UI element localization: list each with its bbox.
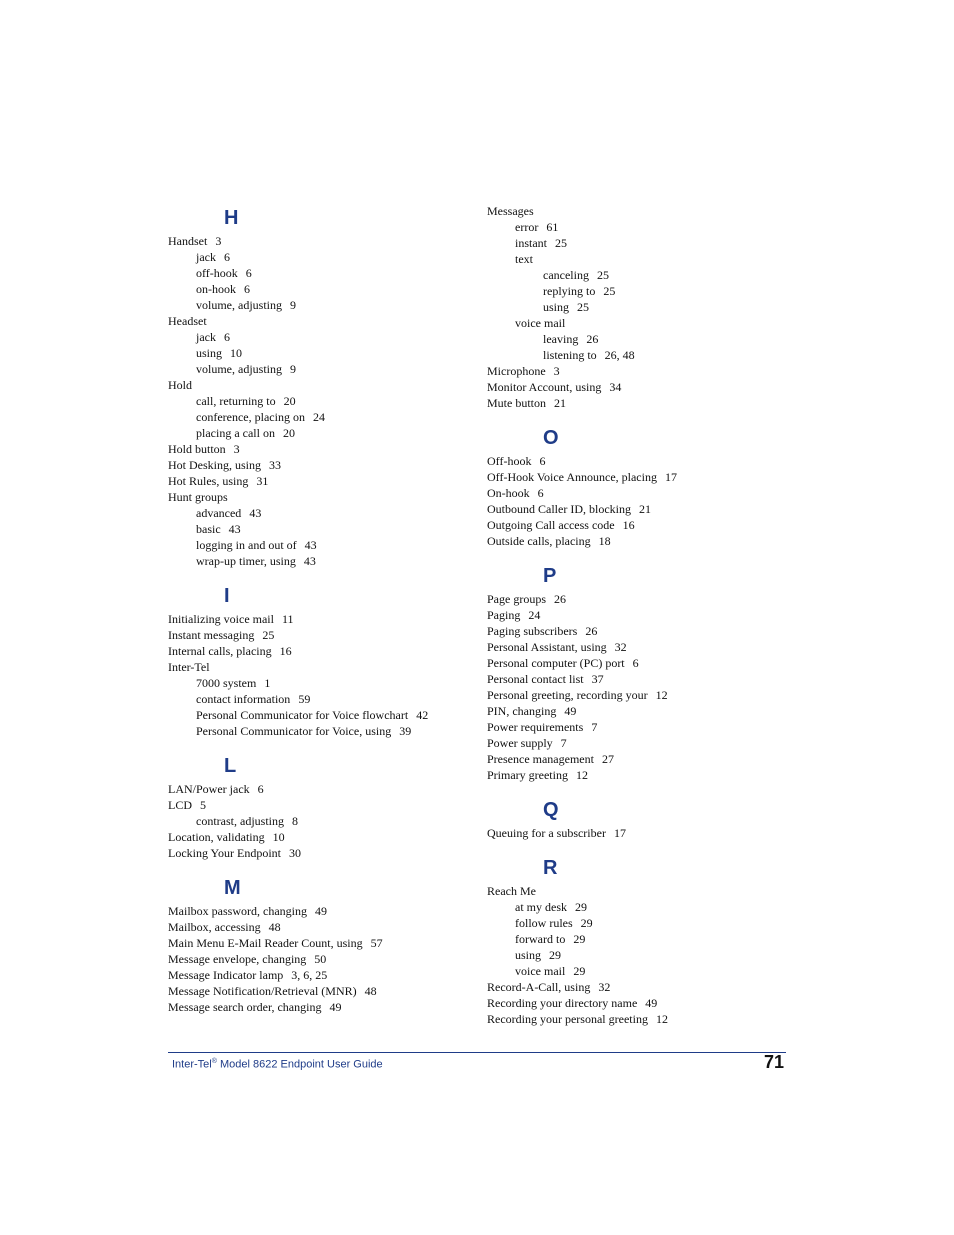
index-entry — [487, 235, 787, 251]
section-gap — [487, 411, 787, 423]
entry-term: call, returning to — [196, 394, 276, 408]
index-entry — [487, 591, 787, 607]
index-entry — [487, 347, 787, 363]
index-entry — [487, 767, 787, 783]
entry-page-ref: 42 — [416, 708, 429, 722]
footer-guide-title: Model 8622 Endpoint User Guide — [216, 1058, 383, 1071]
entry-term: Inter-Tel — [168, 660, 210, 674]
entry-term: forward to — [515, 932, 566, 946]
entry-page-ref: 49 — [314, 904, 327, 918]
entry-page-ref: 12 — [575, 768, 588, 782]
section-gap — [168, 861, 468, 873]
entry-page-ref: 12 — [655, 688, 668, 702]
index-entry — [487, 267, 787, 283]
entry-page-ref: 3, 6, 25 — [291, 968, 328, 982]
index-entry — [168, 951, 468, 967]
entry-page-ref: 5 — [200, 798, 206, 812]
index-entry — [487, 899, 787, 915]
index-entry — [168, 659, 468, 675]
entry-page-ref: 50 — [314, 952, 327, 966]
entry-term: Headset — [168, 314, 207, 328]
entry-page-ref: 34 — [609, 380, 622, 394]
index-entry — [168, 935, 468, 951]
entry-page-ref: 20 — [283, 394, 296, 408]
entry-page-ref: 26 — [585, 624, 598, 638]
entry-term: Instant messaging — [168, 628, 255, 642]
index-entry — [168, 611, 468, 627]
entry-page-ref: 26, 48 — [604, 348, 635, 362]
index-entry — [168, 425, 468, 441]
section-letter: L — [224, 755, 237, 777]
section-letter: M — [224, 877, 241, 899]
entry-term: off-hook — [196, 266, 238, 280]
entry-page-ref: 9 — [290, 298, 296, 312]
entry-term: replying to — [543, 284, 596, 298]
index-entry — [487, 315, 787, 331]
entry-term: 7000 system — [196, 676, 257, 690]
entry-term: Hold — [168, 378, 192, 392]
index-entry — [487, 915, 787, 931]
entry-page-ref: 29 — [580, 916, 593, 930]
index-entry — [168, 489, 468, 505]
entry-term: leaving — [543, 332, 579, 346]
index-entry — [487, 703, 787, 719]
index-section — [168, 739, 468, 861]
entry-page-ref: 9 — [290, 362, 296, 376]
index-entry — [487, 639, 787, 655]
entry-page-ref: 3 — [215, 234, 222, 248]
entry-term: Page groups — [487, 592, 546, 606]
index-entry — [487, 453, 787, 469]
footer-brand: Inter-Tel — [172, 1058, 212, 1071]
entry-page-ref: 48 — [364, 984, 377, 998]
index-entry — [168, 919, 468, 935]
index-entry — [487, 623, 787, 639]
index-entry — [487, 533, 787, 549]
index-entry — [168, 723, 468, 739]
entry-term: contact information — [196, 692, 291, 706]
entry-term: Record-A-Call, using — [487, 980, 591, 994]
entry-term: Hold button — [168, 442, 226, 456]
index-entry — [168, 643, 468, 659]
entry-term: volume, adjusting — [196, 362, 282, 376]
index-entry — [168, 473, 468, 489]
section-gap — [487, 549, 787, 561]
index-entry — [168, 521, 468, 537]
entry-term: Mailbox, accessing — [168, 920, 261, 934]
entry-term: wrap-up timer, using — [196, 554, 296, 568]
index-entry — [168, 999, 468, 1015]
entry-term: Message search order, changing — [168, 1000, 322, 1014]
entry-page-ref: 16 — [622, 518, 635, 532]
index-entry — [487, 655, 787, 671]
index-entry — [168, 329, 468, 345]
index-entry — [168, 393, 468, 409]
index-entry — [168, 377, 468, 393]
entry-page-ref: 16 — [279, 644, 292, 658]
index-section — [487, 783, 787, 841]
entry-page-ref: 26 — [586, 332, 599, 346]
section-letter: I — [224, 585, 230, 607]
entry-page-ref: 30 — [289, 846, 302, 860]
entry-term: Location, validating — [168, 830, 265, 844]
index-entry — [487, 469, 787, 485]
entry-term: text — [515, 252, 533, 266]
index-entry — [168, 553, 468, 569]
entry-page-ref: 32 — [598, 980, 611, 994]
entry-term: LAN/Power jack — [168, 782, 250, 796]
entry-term: Off-hook — [487, 454, 532, 468]
index-entry — [487, 363, 787, 379]
entry-page-ref: 27 — [601, 752, 614, 766]
entry-page-ref: 57 — [370, 936, 383, 950]
entry-term: Main Menu E-Mail Reader Count, using — [168, 936, 363, 950]
entry-page-ref: 21 — [554, 396, 566, 410]
entry-term: conference, placing on — [196, 410, 305, 424]
entry-term: contrast, adjusting — [196, 814, 284, 828]
entry-term: Outside calls, placing — [487, 534, 591, 548]
section-gap — [168, 569, 468, 581]
section-gap — [487, 783, 787, 795]
entry-term: Monitor Account, using — [487, 380, 602, 394]
entry-term: Power requirements — [487, 720, 584, 734]
entry-page-ref: 6 — [224, 250, 230, 264]
entry-term: placing a call on — [196, 426, 275, 440]
entry-page-ref: 25 — [262, 628, 275, 642]
entry-page-ref: 1 — [264, 676, 271, 690]
entry-page-ref: 43 — [228, 522, 241, 536]
index-entry — [487, 607, 787, 623]
index-entry — [168, 505, 468, 521]
entry-term: Personal contact list — [487, 672, 584, 686]
index-entry — [168, 845, 468, 861]
index-entry — [487, 283, 787, 299]
index-entry — [168, 281, 468, 297]
index-entry — [168, 249, 468, 265]
index-entry — [487, 751, 787, 767]
entry-term: follow rules — [515, 916, 573, 930]
index-entry — [487, 883, 787, 899]
section-letter: R — [543, 857, 558, 879]
entry-term: Mailbox password, changing — [168, 904, 307, 918]
entry-page-ref: 17 — [613, 826, 626, 840]
entry-term: error — [515, 220, 539, 234]
entry-term: Hot Desking, using — [168, 458, 261, 472]
entry-term: Primary greeting — [487, 768, 568, 782]
entry-page-ref: 24 — [528, 608, 541, 622]
entry-page-ref: 29 — [549, 948, 562, 962]
index-entry — [168, 781, 468, 797]
entry-term: at my desk — [515, 900, 567, 914]
entry-term: Internal calls, placing — [168, 644, 272, 658]
index-entry — [487, 299, 787, 315]
entry-term: Personal Communicator for Voice flowchart — [196, 708, 409, 722]
entry-term: LCD — [168, 798, 192, 812]
entry-page-ref: 43 — [303, 554, 316, 568]
index-entry — [168, 983, 468, 999]
entry-term: voice mail — [515, 964, 566, 978]
entry-term: Power supply — [487, 736, 553, 750]
entry-page-ref: 6 — [537, 486, 544, 500]
registered-mark: ® — [211, 1058, 217, 1065]
entry-term: on-hook — [196, 282, 236, 296]
index-section — [487, 203, 787, 411]
entry-term: jack — [196, 330, 216, 344]
index-section — [168, 569, 468, 739]
index-entry — [487, 395, 787, 411]
entry-page-ref: 29 — [573, 964, 586, 978]
section-letter: Q — [543, 799, 559, 821]
index-entry — [487, 1011, 787, 1027]
index-section — [487, 411, 787, 549]
entry-term: Paging subscribers — [487, 624, 578, 638]
index-entry — [168, 313, 468, 329]
entry-term: basic — [196, 522, 221, 536]
index-column-right — [487, 203, 787, 1027]
index-entry — [168, 537, 468, 553]
entry-page-ref: 6 — [539, 454, 546, 468]
index-entry — [168, 675, 468, 691]
index-entry — [168, 691, 468, 707]
entry-term: PIN, changing — [487, 704, 557, 718]
entry-page-ref: 10 — [272, 830, 285, 844]
index-entry — [487, 671, 787, 687]
entry-page-ref: 25 — [603, 284, 616, 298]
entry-page-ref: 59 — [298, 692, 311, 706]
entry-page-ref: 7 — [591, 720, 598, 734]
entry-term: canceling — [543, 268, 589, 282]
entry-page-ref: 6 — [224, 330, 230, 344]
entry-term: Personal greeting, recording your — [487, 688, 648, 702]
entry-page-ref: 37 — [591, 672, 604, 686]
footer-rule — [168, 1052, 786, 1053]
entry-page-ref: 25 — [577, 300, 590, 314]
entry-term: using — [196, 346, 223, 360]
index-entry — [487, 947, 787, 963]
entry-term: Recording your personal greeting — [487, 1012, 648, 1026]
entry-term: On-hook — [487, 486, 530, 500]
entry-page-ref: 25 — [555, 236, 567, 250]
index-entry — [168, 345, 468, 361]
index-entry — [487, 963, 787, 979]
entry-page-ref: 17 — [664, 470, 677, 484]
entry-term: Outbound Caller ID, blocking — [487, 502, 631, 516]
index-entry — [487, 219, 787, 235]
entry-page-ref: 61 — [546, 220, 559, 234]
index-entry — [487, 931, 787, 947]
entry-page-ref: 43 — [304, 538, 317, 552]
entry-page-ref: 12 — [655, 1012, 668, 1026]
index-entry — [168, 457, 468, 473]
section-letter: P — [543, 565, 557, 587]
entry-term: Microphone — [487, 364, 546, 378]
entry-page-ref: 6 — [632, 656, 639, 670]
section-letter: O — [543, 427, 559, 449]
entry-page-ref: 11 — [281, 612, 294, 626]
footer-title — [172, 1058, 383, 1071]
entry-page-ref: 48 — [268, 920, 281, 934]
index-entry — [168, 627, 468, 643]
index-entry — [168, 297, 468, 313]
entry-page-ref: 6 — [244, 282, 250, 296]
entry-page-ref: 33 — [269, 458, 281, 472]
entry-term: Messages — [487, 204, 534, 218]
entry-page-ref: 49 — [564, 704, 577, 718]
index-entry — [487, 379, 787, 395]
index-entry — [168, 361, 468, 377]
index-column-left — [168, 203, 468, 1015]
entry-term: advanced — [196, 506, 242, 520]
entry-term: Outgoing Call access code — [487, 518, 615, 532]
entry-term: Hunt groups — [168, 490, 228, 504]
index-entry — [168, 829, 468, 845]
entry-page-ref: 49 — [645, 996, 658, 1010]
section-letter: H — [224, 207, 239, 229]
entry-page-ref: 29 — [575, 900, 587, 914]
entry-term: Personal Assistant, using — [487, 640, 607, 654]
index-section — [168, 203, 468, 569]
entry-page-ref: 20 — [282, 426, 295, 440]
entry-page-ref: 29 — [573, 932, 586, 946]
section-gap — [487, 841, 787, 853]
entry-page-ref: 10 — [230, 346, 243, 360]
entry-term: volume, adjusting — [196, 298, 282, 312]
index-entry — [487, 331, 787, 347]
index-entry — [487, 501, 787, 517]
entry-term: Reach Me — [487, 884, 536, 898]
entry-page-ref: 3 — [553, 364, 560, 378]
index-entry — [168, 797, 468, 813]
entry-term: Presence management — [487, 752, 594, 766]
index-entry — [168, 813, 468, 829]
entry-term: listening to — [543, 348, 597, 362]
index-entry — [168, 441, 468, 457]
index-entry — [487, 687, 787, 703]
entry-page-ref: 49 — [329, 1000, 342, 1014]
entry-page-ref: 6 — [257, 782, 264, 796]
entry-page-ref: 32 — [614, 640, 627, 654]
entry-page-ref: 26 — [554, 592, 566, 606]
entry-term: Message Notification/Retrieval (MNR) — [168, 984, 357, 998]
index-entry — [168, 409, 468, 425]
index-entry — [168, 903, 468, 919]
entry-term: Locking Your Endpoint — [168, 846, 282, 860]
entry-page-ref: 25 — [596, 268, 609, 282]
entry-page-ref: 31 — [256, 474, 269, 488]
entry-term: Message envelope, changing — [168, 952, 307, 966]
index-entry — [487, 203, 787, 219]
entry-term: logging in and out of — [196, 538, 297, 552]
index-entry — [487, 517, 787, 533]
entry-page-ref: 8 — [291, 814, 298, 828]
entry-page-ref: 39 — [399, 724, 412, 738]
index-entry — [487, 995, 787, 1011]
entry-term: Off-Hook Voice Announce, placing — [487, 470, 657, 484]
index-entry — [487, 485, 787, 501]
index-entry — [487, 735, 787, 751]
index-entry — [168, 265, 468, 281]
index-entry — [168, 707, 468, 723]
entry-term: voice mail — [515, 316, 566, 330]
entry-term: using — [515, 948, 542, 962]
index-entry — [487, 719, 787, 735]
entry-page-ref: 3 — [233, 442, 240, 456]
entry-term: Recording your directory name — [487, 996, 638, 1010]
index-entry — [168, 967, 468, 983]
entry-page-ref: 18 — [598, 534, 611, 548]
section-gap — [168, 739, 468, 751]
index-entry — [168, 233, 468, 249]
entry-term: Initializing voice mail — [168, 612, 274, 626]
index-section — [168, 861, 468, 1015]
entry-page-ref: 43 — [249, 506, 262, 520]
entry-term: using — [543, 300, 570, 314]
entry-term: Personal Communicator for Voice, using — [196, 724, 392, 738]
entry-page-ref: 21 — [638, 502, 651, 516]
entry-term: Personal computer (PC) port — [487, 656, 625, 670]
entry-page-ref: 6 — [245, 266, 252, 280]
entry-term: Queuing for a subscriber — [487, 826, 606, 840]
page-number: 71 — [763, 1052, 784, 1072]
index-entry — [487, 979, 787, 995]
entry-page-ref: 24 — [312, 410, 325, 424]
entry-term: Mute button — [487, 396, 546, 410]
index-section — [487, 549, 787, 783]
entry-term: jack — [196, 250, 216, 264]
entry-page-ref: 7 — [560, 736, 567, 750]
entry-term: Message Indicator lamp — [168, 968, 284, 982]
index-entry — [487, 251, 787, 267]
index-section — [487, 841, 787, 1027]
entry-term: Hot Rules, using — [168, 474, 249, 488]
index-entry — [487, 825, 787, 841]
entry-term: Paging — [487, 608, 521, 622]
entry-term: instant — [515, 236, 547, 250]
entry-term: Handset — [168, 234, 208, 248]
